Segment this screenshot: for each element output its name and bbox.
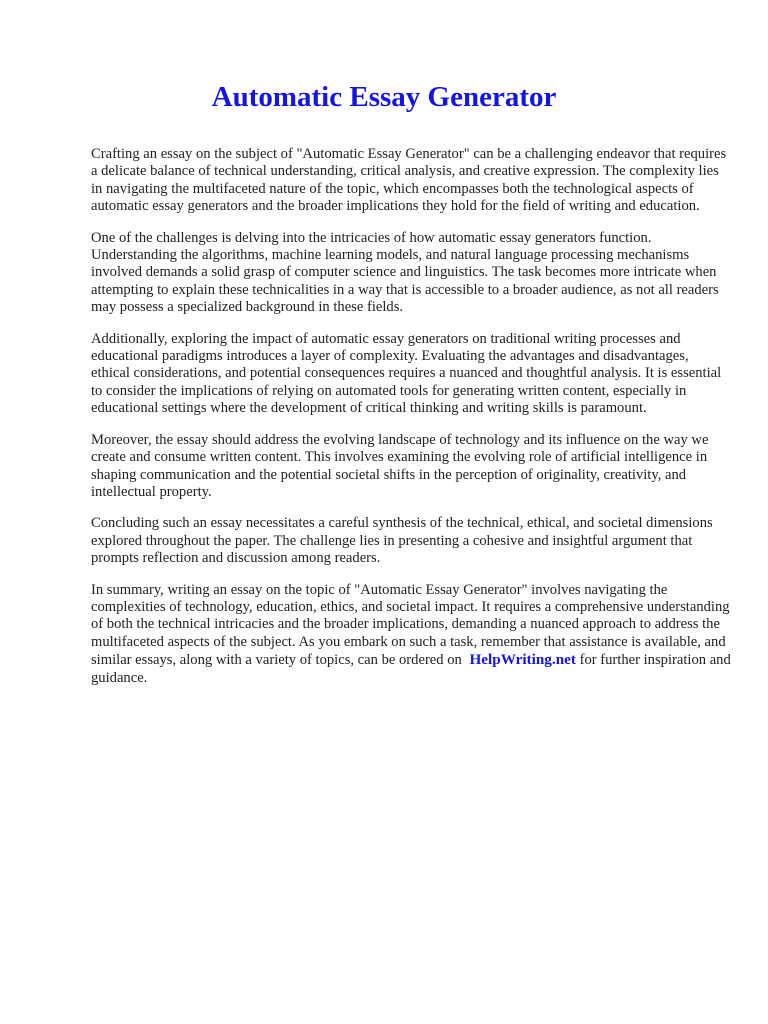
paragraph-6 — [91, 582, 731, 687]
paragraph-1: Crafting an essay on the subject of "Automatic Essay Generator" can be a challenging endeavor that requires a delicate balance of technical understanding, critical analysis, and creative expression. The complexity lies in navigating the multifaceted nature of the topic, which encompasses both the technological aspects of automatic essay generators and the broader implications they hold for the field of writing and education. — [91, 146, 727, 215]
document-title: Automatic Essay Generator — [211, 81, 557, 113]
paragraph-4: Moreover, the essay should address the evolving landscape of technology and its influence on the way we create and consume written content. This involves examining the evolving role of artificial intelligence in shaping communication and the potential societal shifts in the perception of originality, creativity, and intellectual property. — [91, 431, 709, 500]
paragraph-6-text-after: for further inspiration and guidance. — [91, 652, 731, 686]
paragraph-6-text-before: In summary, writing an essay on the topic of "Automatic Essay Generator" involves navigating the complexities of technology, education, ethics, and societal impact. It requires a comprehensive understanding of both the technical intricacies and the broader implications, demanding a nuanced approach to address the multifaceted aspects of the subject. As you embark on such a task, remember that assistance is available, and similar essays, along with a variety of topics, can be ordered on — [91, 581, 730, 669]
paragraph-2: One of the challenges is delving into the intricacies of how automatic essay generators function. Understanding the algorithms, machine learning models, and natural language processing mechanisms involved demands a solid grasp of computer science and linguistics. The task becomes more intricate when attempting to explain these technicalities in a way that is accessible to a broader audience, as not all readers may possess a specialized background in these fields. — [91, 229, 719, 316]
helpwriting-link[interactable]: HelpWriting.net — [469, 651, 576, 669]
document-body — [91, 146, 731, 701]
paragraph-5: Concluding such an essay necessitates a careful synthesis of the technical, ethical, and societal dimensions explored throughout the paper. The challenge lies in presenting a cohesive and insightful argument that prompts reflection and discussion among readers. — [91, 515, 713, 567]
paragraph-3: Additionally, exploring the impact of automatic essay generators on traditional writing processes and educational paradigms introduces a layer of complexity. Evaluating the advantages and disadvantages, ethical considerations, and potential consequences requires a nuanced and thoughtful analysis. It is essential to consider the implications of relying on automated tools for generating written content, especially in educational settings where the development of critical thinking and writing skills is paramount. — [91, 330, 722, 417]
